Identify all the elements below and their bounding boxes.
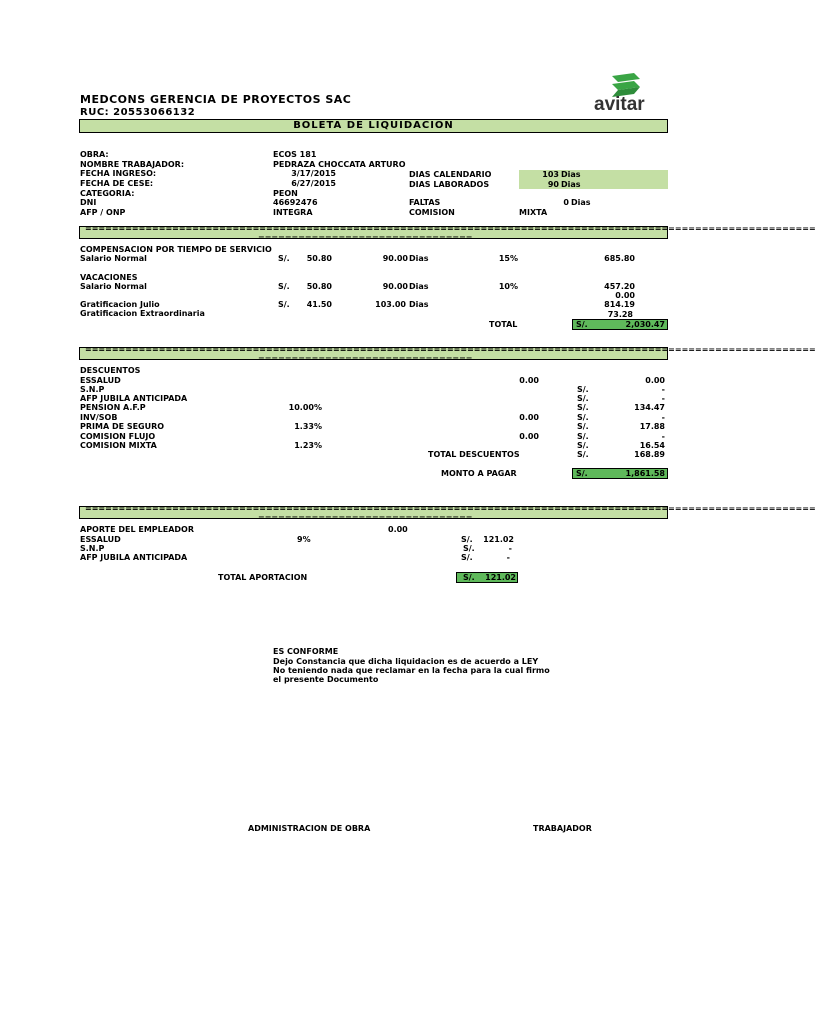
descuento-amount: - [661, 394, 665, 403]
dias-laborados-value: 90 [547, 180, 559, 189]
cts-currency: S/. [278, 254, 290, 263]
afp-label: AFP / ONP [80, 208, 126, 217]
vacaciones-amount: 457.20 [604, 282, 635, 291]
monto-amount: 1,861.58 [625, 469, 665, 478]
vacaciones-label: Salario Normal [80, 282, 147, 291]
total-descuentos-currency: S/. [577, 450, 589, 459]
document-title: BOLETA DE LIQUIDACION [79, 119, 668, 133]
descuento-label: INV/SOB [80, 413, 118, 422]
aporte-afp-amount: - [506, 553, 510, 562]
aporte-essalud-currency: S/. [461, 535, 473, 544]
categoria-label: CATEGORIA: [80, 189, 135, 198]
descuento-base: 0.00 [519, 413, 539, 422]
total-label: TOTAL [489, 320, 518, 329]
comision-label: COMISION [409, 208, 455, 217]
obra-label: OBRA: [80, 150, 109, 159]
descuento-currency: S/. [577, 413, 589, 422]
cese-label: FECHA DE CESE: [80, 179, 154, 188]
gratificacion-extra-amount: 73.28 [607, 310, 633, 319]
ingreso-value: 3/17/2015 [291, 169, 336, 178]
descuento-amount: - [661, 385, 665, 394]
monto-label: MONTO A PAGAR [441, 469, 517, 478]
cts-rate: 50.80 [306, 254, 332, 263]
cts-days-unit: Dias [409, 254, 429, 263]
descuento-label: ESSALUD [80, 376, 121, 385]
descuento-pct: 1.33% [294, 422, 322, 431]
aporte-afp-label: AFP JUBILA ANTICIPADA [80, 553, 188, 562]
separator-line-short: ================================ [258, 354, 473, 363]
aporte-heading: APORTE DEL EMPLEADOR [80, 525, 194, 534]
descuento-pct: 10.00% [288, 403, 322, 412]
cts-amount: 685.80 [604, 254, 635, 263]
descuento-label: COMISION MIXTA [80, 441, 157, 450]
gratificacion-julio-amount: 814.19 [604, 300, 635, 309]
faltas-label: FALTAS [409, 198, 441, 207]
vacaciones-heading: VACACIONES [80, 273, 138, 282]
dias-calendario-value: 103 [542, 170, 559, 179]
categoria-value: PEON [273, 189, 298, 198]
descuento-currency: S/. [577, 441, 589, 450]
separator-line: ============================================================================================================= [85, 345, 816, 354]
descuento-amount: - [661, 432, 665, 441]
gratificacion-currency: S/. [278, 300, 290, 309]
descuento-amount: 134.47 [634, 403, 665, 412]
logo-mark-icon [590, 70, 668, 116]
aporte-snp-label: S.N.P [80, 544, 105, 553]
avitar-logo [590, 70, 668, 116]
dias-unit: Dias [561, 170, 581, 179]
total-amount: 2,030.47 [625, 320, 665, 329]
aporte-essalud-label: ESSALUD [80, 535, 121, 544]
vacaciones-rate: 50.80 [306, 282, 332, 291]
dias-calendario-label: DIAS CALENDARIO [409, 170, 492, 179]
descuento-currency: S/. [577, 394, 589, 403]
descuento-label: COMISION FLUJO [80, 432, 156, 441]
aporte-essalud-pct: 9% [297, 535, 311, 544]
conforme-line-1: Dejo Constancia que dicha liquidacion es de acuerdo a LEY [273, 657, 539, 666]
conforme-heading: ES CONFORME [273, 647, 339, 656]
gratificacion-julio-label: Gratificacion Julio [80, 300, 160, 309]
nombre-label: NOMBRE TRABAJADOR: [80, 160, 185, 169]
obra-value: ECOS 181 [273, 150, 317, 159]
gratificacion-rate: 41.50 [306, 300, 332, 309]
firma-trabajador: TRABAJADOR [533, 824, 592, 833]
aporte-snp-amount: - [508, 544, 512, 553]
firma-administracion: ADMINISTRACION DE OBRA [248, 824, 371, 833]
descuento-pct: 1.23% [294, 441, 322, 450]
company-ruc: RUC: 20553066132 [80, 107, 196, 118]
ingreso-label: FECHA INGRESO: [80, 169, 157, 178]
descuento-amount: 16.54 [639, 441, 665, 450]
descuentos-heading: DESCUENTOS [80, 366, 141, 375]
company-name: MEDCONS GERENCIA DE PROYECTOS SAC [80, 93, 352, 106]
monto-currency: S/. [576, 469, 588, 478]
faltas-value: 0 [563, 198, 569, 207]
total-aportacion-amount: 121.02 [485, 573, 516, 582]
conforme-line-2: No teniendo nada que reclamar en la fecha para la cual firmo [273, 666, 550, 675]
descuento-label: PENSION A.F.P [80, 403, 146, 412]
aporte-heading-value: 0.00 [388, 525, 408, 534]
total-aportacion-label: TOTAL APORTACION [218, 573, 308, 582]
cts-days: 90.00 [382, 254, 408, 263]
cese-value: 6/27/2015 [291, 179, 336, 188]
descuento-base: 0.00 [519, 432, 539, 441]
descuento-currency: S/. [577, 385, 589, 394]
gratificacion-days-unit: Dias [409, 300, 429, 309]
descuento-currency: S/. [577, 422, 589, 431]
descuento-label: AFP JUBILA ANTICIPADA [80, 394, 188, 403]
vacaciones-days: 90.00 [382, 282, 408, 291]
vacaciones-currency: S/. [278, 282, 290, 291]
aporte-afp-currency: S/. [461, 553, 473, 562]
descuento-label: S.N.P [80, 385, 105, 394]
conforme-line-3: el presente Documento [273, 675, 379, 684]
descuento-amount: 0.00 [645, 376, 665, 385]
nombre-value: PEDRAZA CHOCCATA ARTURO [273, 160, 406, 169]
comision-value: MIXTA [519, 208, 548, 217]
descuento-currency: S/. [577, 432, 589, 441]
dias-unit: Dias [571, 198, 591, 207]
dias-unit: Dias [561, 180, 581, 189]
total-currency: S/. [576, 320, 588, 329]
total-descuentos-amount: 168.89 [634, 450, 665, 459]
separator-line-short: ================================ [258, 513, 473, 522]
descuento-label: PRIMA DE SEGURO [80, 422, 165, 431]
descuento-amount: 17.88 [639, 422, 665, 431]
dni-value: 46692476 [273, 198, 318, 207]
svg-text:avitar: avitar [594, 94, 645, 115]
vacaciones-days-unit: Dias [409, 282, 429, 291]
vacaciones-pct: 10% [498, 282, 518, 291]
cts-pct: 15% [498, 254, 518, 263]
cts-label: Salario Normal [80, 254, 147, 263]
gratificacion-extra-label: Gratificacion Extraordinaria [80, 309, 205, 318]
descuento-currency: S/. [577, 403, 589, 412]
aporte-essalud-amount: 121.02 [483, 535, 514, 544]
separator-line-short: ================================ [258, 233, 473, 242]
dni-label: DNI [80, 198, 97, 207]
descuento-amount: - [661, 413, 665, 422]
afp-value: INTEGRA [273, 208, 313, 217]
dias-laborados-label: DIAS LABORADOS [409, 180, 490, 189]
aporte-snp-currency: S/. [463, 544, 475, 553]
separator-line: ============================================================================================================= [85, 504, 816, 513]
total-aportacion-currency: S/. [463, 573, 475, 582]
cts-heading: COMPENSACION POR TIEMPO DE SERVICIO [80, 245, 272, 254]
separator-line: ============================================================================================================= [85, 224, 816, 233]
vacaciones-amount-extra: 0.00 [615, 291, 635, 300]
gratificacion-days: 103.00 [375, 300, 406, 309]
descuento-base: 0.00 [519, 376, 539, 385]
total-descuentos-label: TOTAL DESCUENTOS [428, 450, 520, 459]
